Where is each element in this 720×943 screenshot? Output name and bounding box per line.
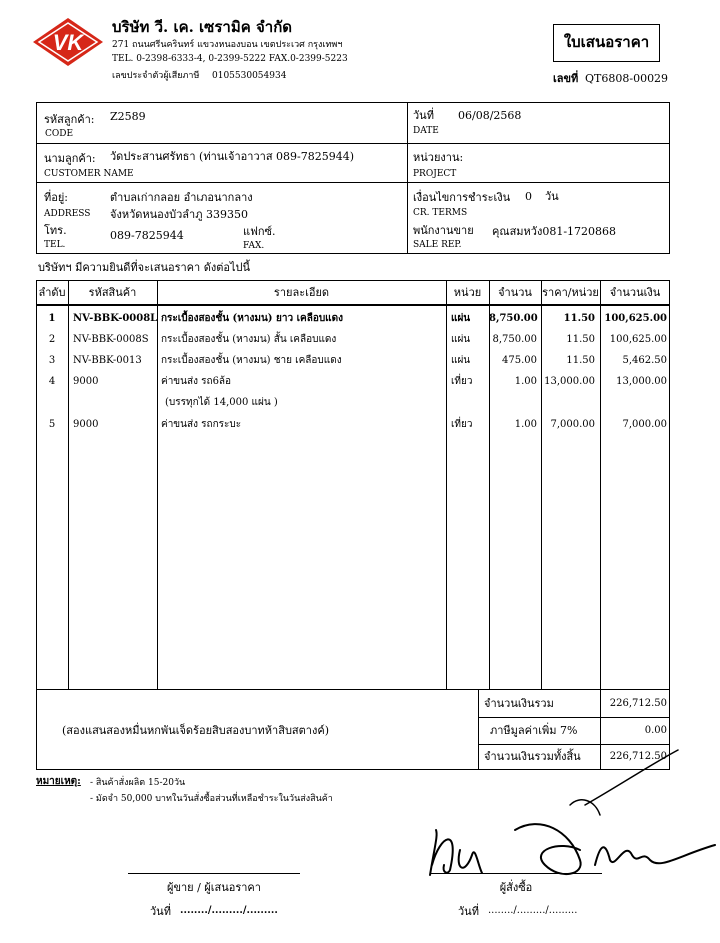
cell-code: NV-BBK-0013 — [73, 355, 142, 366]
code-label: รหัสลูกค้า: — [44, 113, 95, 126]
seller-date-value: ......../........./......... — [180, 905, 278, 916]
notes-label: หมายเหตุ: — [36, 776, 81, 787]
sale-label-en: SALE REP. — [413, 240, 462, 250]
buyer-date-label: วันที่ — [458, 905, 479, 918]
amount-in-words: (สองแสนสองหมื่นหกพันเจ็ดร้อยสิบสองบาทห้าสิบสตางค์) — [62, 724, 329, 737]
code-value: Z2589 — [110, 110, 146, 123]
cell-desc: ค่าขนส่ง รถกระบะ — [161, 419, 242, 430]
sale-label: พนักงานขาย — [413, 224, 474, 237]
cell-no: 1 — [48, 313, 56, 324]
date-label-en: DATE — [413, 126, 439, 136]
fax-label-en: FAX. — [243, 241, 265, 251]
tel-label-en: TEL. — [44, 240, 66, 250]
address-label: ที่อยู่: — [44, 191, 69, 204]
cell-price: 11.50 — [566, 355, 595, 366]
seller-date-label: วันที่ — [150, 905, 171, 918]
cell-qty: 475.00 — [502, 355, 537, 366]
project-label: หน่วยงาน: — [413, 151, 464, 164]
cell-desc: (บรรทุกได้ 14,000 แผ่น ) — [165, 397, 278, 408]
cell-amount: 100,625.00 — [609, 334, 667, 345]
cell-qty: 1.00 — [514, 376, 537, 387]
cell-unit: เที่ยว — [451, 376, 473, 387]
grand-total-value: 226,712.50 — [609, 751, 667, 762]
buyer-handwritten-signature — [420, 745, 720, 885]
name-label-en: CUSTOMER NAME — [44, 169, 134, 179]
cell-qty: 1.00 — [514, 419, 537, 430]
cell-amount: 5,462.50 — [622, 355, 667, 366]
company-tax-id: 0105530054934 — [212, 71, 287, 81]
cell-amount: 100,625.00 — [604, 313, 667, 324]
cell-unit: เที่ยว — [451, 419, 473, 430]
grand-total-label: จำนวนเงินรวมทั้งสิ้น — [484, 750, 581, 763]
intro-text: บริษัทฯ มีความยินดีที่จะเสนอราคา ดังต่อไปนี้ — [38, 261, 251, 274]
cell-desc: ค่าขนส่ง รถ6ล้อ — [161, 376, 232, 387]
fax-label: แฟกซ์. — [243, 225, 276, 238]
cell-desc: กระเบื้องสองชั้น (หางมน) ชาย เคลือบแดง — [161, 355, 342, 366]
company-logo — [33, 18, 103, 66]
th-code: รหัสสินค้า — [88, 286, 137, 299]
date-value: 06/08/2568 — [458, 109, 522, 122]
cell-code: 9000 — [73, 376, 99, 387]
cell-no: 4 — [48, 376, 56, 387]
company-tax-label: เลขประจำตัวผู้เสียภาษี — [112, 71, 200, 81]
cell-no: 3 — [48, 355, 56, 366]
doc-title: ใบเสนอราคา — [563, 33, 650, 51]
buyer-sign-line — [430, 873, 602, 874]
sale-value: คุณสมหวัง081-1720868 — [492, 225, 617, 238]
cell-price: 11.50 — [563, 313, 595, 324]
cell-no: 2 — [48, 334, 56, 345]
cell-price: 13,000.00 — [544, 376, 595, 387]
cell-qty: 8,750.00 — [489, 313, 538, 324]
th-no: ลำดับ — [38, 286, 66, 299]
subtotal-value: 226,712.50 — [609, 698, 667, 709]
buyer-label: ผู้สั่งซื้อ — [499, 881, 533, 894]
notes-line1: - สินค้าสั่งผลิต 15-20วัน — [90, 778, 186, 788]
logo-text: VK — [52, 30, 84, 55]
cell-price: 11.50 — [566, 334, 595, 345]
vat-label: ภาษีมูลค่าเพิ่ม 7% — [490, 724, 578, 737]
cell-unit: แผ่น — [451, 313, 471, 324]
cell-code: NV-BBK-0008L — [73, 313, 158, 324]
vat-value: 0.00 — [644, 725, 667, 736]
seller-label: ผู้ขาย / ผู้เสนอราคา — [167, 881, 261, 894]
address-label-en: ADDRESS — [44, 209, 91, 219]
code-label-en: CODE — [45, 129, 74, 139]
project-label-en: PROJECT — [413, 169, 457, 179]
subtotal-label: จำนวนเงินรวม — [484, 697, 554, 710]
company-phone: TEL. 0-2398-6333-4, 0-2399-5222 FAX.0-2399-5223 — [112, 54, 348, 64]
th-amount: จำนวนเงิน — [609, 286, 661, 299]
date-label: วันที่ — [413, 109, 434, 122]
cell-price: 7,000.00 — [550, 419, 595, 430]
doc-number: QT6808-00029 — [585, 72, 669, 85]
cell-qty: 8,750.00 — [492, 334, 537, 345]
name-label: นามลูกค้า: — [44, 152, 96, 165]
address-line1: ตำบลเก่ากลอย อำเภอนากลาง — [110, 191, 253, 204]
company-name: บริษัท วี. เค. เซรามิค จำกัด — [112, 18, 293, 36]
cell-no: 5 — [48, 419, 56, 430]
th-desc: รายละเอียด — [273, 286, 330, 299]
terms-unit: วัน — [545, 190, 559, 203]
notes-line2: - มัดจำ 50,000 บาทในวันสั่งซื้อส่วนที่เหลือชำระในวันส่งสินค้า — [90, 794, 333, 804]
cell-code: NV-BBK-0008S — [73, 334, 149, 345]
cell-amount: 7,000.00 — [622, 419, 667, 430]
terms-label-en: CR. TERMS — [413, 208, 468, 218]
cell-desc: กระเบื้องสองชั้น (หางมน) สั้น เคลือบแดง — [161, 334, 337, 345]
company-address: 271 ถนนศรีนครินทร์ แขวงหนองบอน เขตประเวศ กรุงเทพฯ — [112, 40, 343, 50]
buyer-date-value: ......../........./......... — [488, 905, 578, 916]
seller-sign-line — [128, 873, 300, 874]
cell-unit: แผ่น — [451, 355, 471, 366]
cell-unit: แผ่น — [451, 334, 471, 345]
th-price: ราคา/หน่วย — [542, 286, 599, 299]
name-value: วัดประสานศรัทธา (ท่านเจ้าอาวาส 089-7825944) — [110, 150, 355, 163]
doc-number-label: เลขที่ — [553, 72, 579, 85]
cell-desc: กระเบื้องสองชั้น (หางมน) ยาว เคลือบแดง — [161, 313, 343, 324]
address-line2: จังหวัดหนองบัวลำภู 339350 — [110, 208, 248, 221]
tel-label: โทร. — [44, 224, 67, 237]
cell-code: 9000 — [73, 419, 99, 430]
th-qty: จำนวน — [498, 286, 532, 299]
tel-value: 089-7825944 — [110, 229, 184, 242]
th-unit: หน่วย — [453, 286, 482, 299]
terms-value: 0 — [525, 190, 532, 203]
cell-amount: 13,000.00 — [616, 376, 667, 387]
terms-label: เงื่อนไขการชำระเงิน — [413, 191, 511, 204]
